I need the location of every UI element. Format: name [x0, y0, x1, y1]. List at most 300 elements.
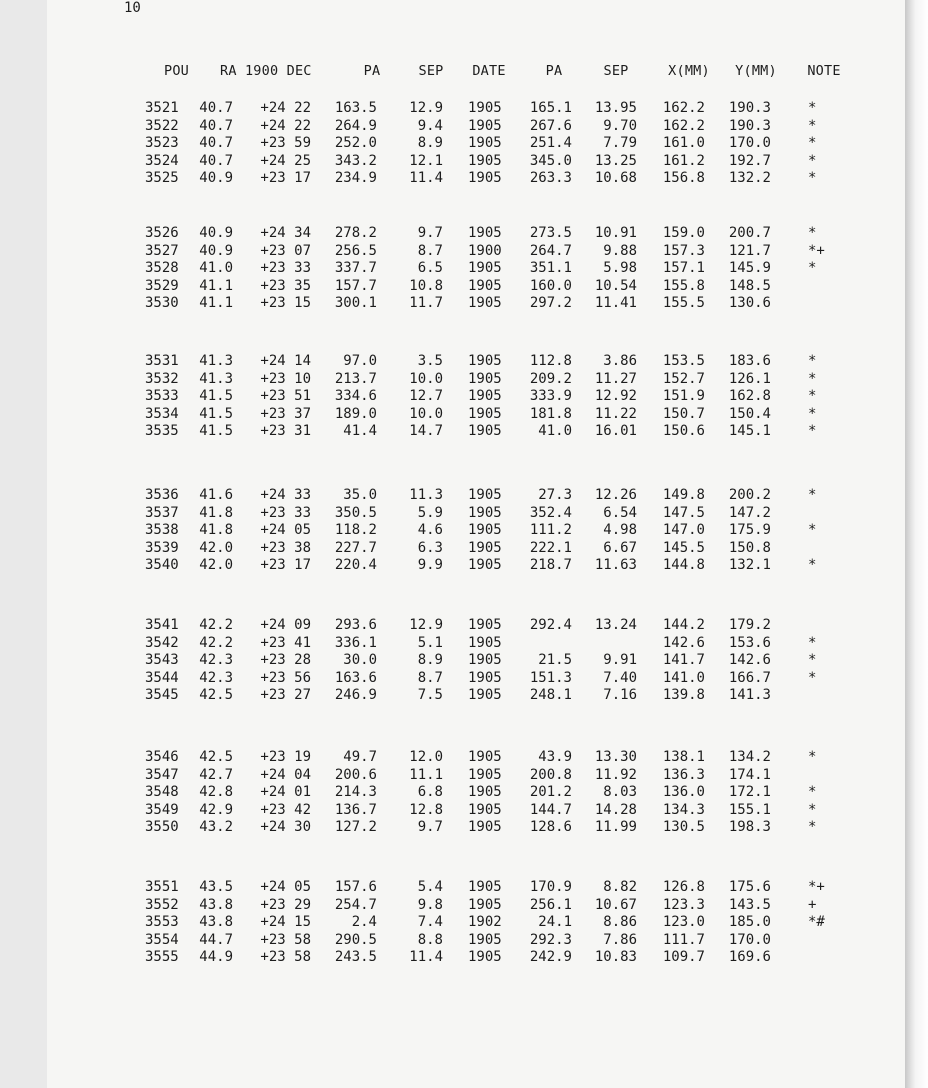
cell-y-mm: 166.7	[728, 669, 771, 686]
cell-x-mm: 161.0	[662, 135, 705, 152]
cell-note: +	[808, 896, 817, 913]
cell-x-mm: 153.5	[662, 353, 705, 369]
cell-sep-2: 3.86	[603, 353, 637, 369]
cell-pa-2: 128.6	[529, 819, 572, 836]
cell-pa-2: 43.9	[538, 749, 572, 765]
cell-dec: +24 05	[260, 522, 311, 539]
cell-dec: +23 58	[260, 931, 311, 948]
cell-x-mm: 162.2	[662, 100, 705, 116]
cell-pou: 3555	[145, 949, 179, 966]
cell-pou: 3537	[145, 504, 179, 521]
cell-date: 1905	[468, 135, 502, 152]
cell-pa-2: 352.4	[529, 504, 572, 521]
cell-dec: +24 04	[260, 766, 311, 783]
cell-x-mm: 144.8	[662, 557, 705, 574]
cell-sep-2: 12.92	[594, 388, 637, 405]
cell-sep-2: 8.82	[603, 879, 637, 895]
cell-y-mm: 170.0	[728, 931, 771, 948]
cell-dec: +24 05	[260, 879, 311, 895]
cell-dec: +24 34	[260, 225, 311, 241]
cell-x-mm: 147.5	[662, 504, 705, 521]
cell-pa: 136.7	[334, 801, 377, 818]
cell-y-mm: 148.5	[728, 277, 771, 294]
cell-sep-2: 9.88	[603, 242, 637, 259]
cell-pa: 300.1	[334, 295, 377, 312]
cell-ra: 41.1	[199, 277, 233, 294]
cell-sep: 12.9	[409, 100, 443, 116]
cell-pou: 3546	[145, 749, 179, 765]
cell-date: 1905	[468, 931, 502, 948]
cell-x-mm: 136.3	[662, 766, 705, 783]
cell-ra: 42.9	[199, 801, 233, 818]
cell-y-mm: 174.1	[728, 766, 771, 783]
cell-date: 1905	[468, 819, 502, 836]
cell-pou: 3525	[145, 170, 179, 187]
cell-date: 1905	[468, 522, 502, 539]
cell-pa-2: 248.1	[529, 687, 572, 704]
cell-y-mm: 175.6	[728, 879, 771, 895]
cell-sep: 10.0	[409, 405, 443, 422]
cell-pou: 3547	[145, 766, 179, 783]
cell-pou: 3543	[145, 652, 179, 669]
cell-sep-2: 11.22	[594, 405, 637, 422]
cell-note: *	[808, 388, 817, 405]
cell-y-mm: 155.1	[728, 801, 771, 818]
cell-date: 1905	[468, 949, 502, 966]
cell-date: 1905	[468, 539, 502, 556]
cell-y-mm: 170.0	[728, 135, 771, 152]
cell-sep-2: 5.98	[603, 260, 637, 277]
cell-pa: 337.7	[334, 260, 377, 277]
cell-pa-2: 24.1	[538, 914, 572, 931]
cell-x-mm: 109.7	[662, 949, 705, 966]
cell-note: *	[808, 135, 817, 152]
cell-note: *	[808, 423, 817, 440]
cell-sep: 10.0	[409, 370, 443, 387]
cell-ra: 41.8	[199, 504, 233, 521]
cell-ra: 40.7	[199, 135, 233, 152]
cell-dec: +23 56	[260, 669, 311, 686]
cell-note: *	[808, 152, 817, 169]
cell-note: *	[808, 749, 817, 765]
cell-pa-2: 345.0	[529, 152, 572, 169]
cell-pou: 3526	[145, 225, 179, 241]
cell-pa: 127.2	[334, 819, 377, 836]
cell-sep-2: 7.16	[603, 687, 637, 704]
cell-pou: 3551	[145, 879, 179, 895]
cell-y-mm: 142.6	[728, 652, 771, 669]
cell-pa: 214.3	[334, 784, 377, 801]
cell-note: *	[808, 634, 817, 651]
cell-pa: 2.4	[351, 914, 377, 931]
cell-pa-2: 209.2	[529, 370, 572, 387]
cell-pa: 49.7	[343, 749, 377, 765]
cell-note: *	[808, 225, 817, 241]
cell-date: 1905	[468, 896, 502, 913]
cell-date: 1905	[468, 652, 502, 669]
cell-pa-2: 256.1	[529, 896, 572, 913]
cell-sep: 7.5	[417, 687, 443, 704]
cell-pa-2: 251.4	[529, 135, 572, 152]
cell-y-mm: 200.2	[728, 487, 771, 503]
cell-dec: +23 38	[260, 539, 311, 556]
cell-note: *#	[808, 914, 825, 931]
cell-x-mm: 111.7	[662, 931, 705, 948]
cell-date: 1905	[468, 100, 502, 116]
cell-sep: 9.7	[417, 819, 443, 836]
cell-y-mm: 200.7	[728, 225, 771, 241]
cell-y-mm: 192.7	[728, 152, 771, 169]
cell-sep-2: 9.91	[603, 652, 637, 669]
cell-sep: 8.9	[417, 135, 443, 152]
cell-pa-2: 267.6	[529, 117, 572, 134]
cell-sep: 11.7	[409, 295, 443, 312]
cell-date: 1905	[468, 487, 502, 503]
cell-sep: 8.7	[417, 669, 443, 686]
cell-ra: 40.9	[199, 170, 233, 187]
cell-dec: +23 15	[260, 295, 311, 312]
cell-pa-2: 263.3	[529, 170, 572, 187]
cell-date: 1902	[468, 914, 502, 931]
cell-y-mm: 145.1	[728, 423, 771, 440]
cell-sep: 6.5	[417, 260, 443, 277]
cell-sep-2: 14.28	[594, 801, 637, 818]
cell-sep: 12.7	[409, 388, 443, 405]
cell-note: *	[808, 353, 817, 369]
cell-y-mm: 150.4	[728, 405, 771, 422]
cell-dec: +24 14	[260, 353, 311, 369]
cell-pa-2: 144.7	[529, 801, 572, 818]
cell-pou: 3528	[145, 260, 179, 277]
cell-pa-2: 242.9	[529, 949, 572, 966]
cell-pou: 3536	[145, 487, 179, 503]
cell-dec: +23 29	[260, 896, 311, 913]
cell-date: 1905	[468, 388, 502, 405]
cell-sep: 12.8	[409, 801, 443, 818]
cell-pa-2: 165.1	[529, 100, 572, 116]
cell-note: *	[808, 522, 817, 539]
cell-date: 1905	[468, 225, 502, 241]
cell-ra: 41.3	[199, 370, 233, 387]
cell-sep-2: 10.67	[594, 896, 637, 913]
cell-ra: 42.0	[199, 557, 233, 574]
cell-date: 1905	[468, 879, 502, 895]
cell-sep-2: 11.92	[594, 766, 637, 783]
cell-dec: +24 25	[260, 152, 311, 169]
cell-sep: 11.4	[409, 170, 443, 187]
cell-sep-2: 10.68	[594, 170, 637, 187]
cell-sep-2: 13.95	[594, 100, 637, 116]
cell-pa-2: 222.1	[529, 539, 572, 556]
cell-x-mm: 150.6	[662, 423, 705, 440]
cell-pa: 118.2	[334, 522, 377, 539]
cell-date: 1905	[468, 557, 502, 574]
cell-pa-2: 273.5	[529, 225, 572, 241]
cell-dec: +23 10	[260, 370, 311, 387]
cell-sep: 9.7	[417, 225, 443, 241]
cell-dec: +23 42	[260, 801, 311, 818]
cell-x-mm: 150.7	[662, 405, 705, 422]
cell-date: 1905	[468, 277, 502, 294]
cell-date: 1905	[468, 749, 502, 765]
cell-ra: 43.5	[199, 879, 233, 895]
cell-x-mm: 126.8	[662, 879, 705, 895]
cell-note: *	[808, 819, 817, 836]
cell-date: 1905	[468, 405, 502, 422]
cell-pou: 3521	[145, 100, 179, 116]
cell-pa: 343.2	[334, 152, 377, 169]
cell-note: *	[808, 557, 817, 574]
cell-sep: 5.9	[417, 504, 443, 521]
column-header-pou: POU	[164, 63, 189, 79]
cell-date: 1905	[468, 801, 502, 818]
cell-pa: 213.7	[334, 370, 377, 387]
cell-x-mm: 123.0	[662, 914, 705, 931]
cell-y-mm: 153.6	[728, 634, 771, 651]
cell-sep-2: 13.25	[594, 152, 637, 169]
cell-date: 1905	[468, 370, 502, 387]
cell-pou: 3527	[145, 242, 179, 259]
cell-ra: 41.5	[199, 388, 233, 405]
cell-dec: +23 41	[260, 634, 311, 651]
cell-note: *	[808, 801, 817, 818]
cell-pa: 336.1	[334, 634, 377, 651]
cell-ra: 43.8	[199, 914, 233, 931]
cell-ra: 41.5	[199, 405, 233, 422]
cell-dec: +23 37	[260, 405, 311, 422]
cell-date: 1905	[468, 669, 502, 686]
cell-sep: 7.4	[417, 914, 443, 931]
cell-note: *	[808, 100, 817, 116]
cell-ra: 42.3	[199, 652, 233, 669]
cell-sep: 5.1	[417, 634, 443, 651]
cell-sep-2: 8.86	[603, 914, 637, 931]
cell-x-mm: 152.7	[662, 370, 705, 387]
cell-ra: 41.0	[199, 260, 233, 277]
column-header-y-mm: Y(MM)	[735, 63, 777, 79]
cell-sep-2: 6.67	[603, 539, 637, 556]
cell-date: 1905	[468, 423, 502, 440]
column-header-sep-2: SEP	[603, 63, 629, 79]
cell-pa-2: 351.1	[529, 260, 572, 277]
cell-y-mm: 143.5	[728, 896, 771, 913]
cell-y-mm: 141.3	[728, 687, 771, 704]
cell-ra: 41.1	[199, 295, 233, 312]
column-header-note: NOTE	[807, 63, 841, 79]
cell-pa-2: 292.3	[529, 931, 572, 948]
cell-sep-2: 4.98	[603, 522, 637, 539]
cell-x-mm: 155.5	[662, 295, 705, 312]
cell-pou: 3535	[145, 423, 179, 440]
cell-pa: 220.4	[334, 557, 377, 574]
cell-pa: 252.0	[334, 135, 377, 152]
cell-pa: 246.9	[334, 687, 377, 704]
cell-dec: +23 07	[260, 242, 311, 259]
cell-x-mm: 155.8	[662, 277, 705, 294]
cell-sep-2: 10.91	[594, 225, 637, 241]
cell-note: *+	[808, 242, 825, 259]
cell-ra: 42.7	[199, 766, 233, 783]
cell-note: *	[808, 405, 817, 422]
cell-date: 1905	[468, 152, 502, 169]
cell-dec: +24 09	[260, 617, 311, 633]
cell-ra: 40.7	[199, 117, 233, 134]
cell-y-mm: 132.1	[728, 557, 771, 574]
cell-ra: 40.9	[199, 225, 233, 241]
cell-dec: +24 22	[260, 100, 311, 116]
cell-y-mm: 126.1	[728, 370, 771, 387]
cell-pa: 290.5	[334, 931, 377, 948]
cell-sep-2: 12.26	[594, 487, 637, 503]
cell-pou: 3522	[145, 117, 179, 134]
cell-note: *	[808, 260, 817, 277]
cell-pou: 3549	[145, 801, 179, 818]
cell-x-mm: 136.0	[662, 784, 705, 801]
cell-pou: 3544	[145, 669, 179, 686]
cell-x-mm: 161.2	[662, 152, 705, 169]
cell-y-mm: 132.2	[728, 170, 771, 187]
cell-dec: +23 27	[260, 687, 311, 704]
cell-pa-2: 111.2	[529, 522, 572, 539]
cell-pa: 278.2	[334, 225, 377, 241]
cell-pou: 3523	[145, 135, 179, 152]
cell-x-mm: 156.8	[662, 170, 705, 187]
cell-y-mm: 169.6	[728, 949, 771, 966]
cell-pa-2: 297.2	[529, 295, 572, 312]
cell-y-mm: 198.3	[728, 819, 771, 836]
cell-ra: 42.5	[199, 687, 233, 704]
cell-sep: 11.1	[409, 766, 443, 783]
cell-sep: 8.8	[417, 931, 443, 948]
cell-pou: 3540	[145, 557, 179, 574]
cell-date: 1905	[468, 295, 502, 312]
cell-y-mm: 179.2	[728, 617, 771, 633]
cell-pa-2: 112.8	[529, 353, 572, 369]
cell-x-mm: 130.5	[662, 819, 705, 836]
cell-sep-2: 13.30	[594, 749, 637, 765]
cell-pa-2: 170.9	[529, 879, 572, 895]
cell-pa-2: 181.8	[529, 405, 572, 422]
cell-sep: 8.9	[417, 652, 443, 669]
cell-y-mm: 185.0	[728, 914, 771, 931]
cell-pou: 3542	[145, 634, 179, 651]
cell-date: 1905	[468, 353, 502, 369]
cell-pa: 157.6	[334, 879, 377, 895]
cell-date: 1905	[468, 504, 502, 521]
cell-pa-2: 218.7	[529, 557, 572, 574]
cell-sep-2: 10.83	[594, 949, 637, 966]
cell-sep: 12.0	[409, 749, 443, 765]
cell-sep: 6.8	[417, 784, 443, 801]
cell-ra: 44.7	[199, 931, 233, 948]
cell-pa: 200.6	[334, 766, 377, 783]
cell-y-mm: 190.3	[728, 100, 771, 116]
cell-pa: 350.5	[334, 504, 377, 521]
cell-pa: 97.0	[343, 353, 377, 369]
column-header-date: DATE	[472, 63, 506, 79]
cell-x-mm: 141.7	[662, 652, 705, 669]
cell-pa-2: 27.3	[538, 487, 572, 503]
cell-y-mm: 121.7	[728, 242, 771, 259]
cell-x-mm: 123.3	[662, 896, 705, 913]
column-header-ra-1900-dec: RA 1900 DEC	[220, 63, 312, 79]
cell-pa-2: 264.7	[529, 242, 572, 259]
cell-x-mm: 144.2	[662, 617, 705, 633]
cell-x-mm: 149.8	[662, 487, 705, 503]
cell-x-mm: 139.8	[662, 687, 705, 704]
cell-pa-2: 292.4	[529, 617, 572, 633]
cell-y-mm: 183.6	[728, 353, 771, 369]
cell-date: 1905	[468, 170, 502, 187]
cell-sep-2: 8.03	[603, 784, 637, 801]
cell-ra: 42.2	[199, 617, 233, 633]
cell-pa: 163.6	[334, 669, 377, 686]
cell-sep: 8.7	[417, 242, 443, 259]
cell-pou: 3534	[145, 405, 179, 422]
cell-ra: 42.8	[199, 784, 233, 801]
cell-sep: 9.4	[417, 117, 443, 134]
cell-dec: +24 15	[260, 914, 311, 931]
cell-note: *	[808, 784, 817, 801]
cell-pou: 3532	[145, 370, 179, 387]
cell-note: *	[808, 170, 817, 187]
cell-pou: 3538	[145, 522, 179, 539]
cell-ra: 41.6	[199, 487, 233, 503]
cell-x-mm: 162.2	[662, 117, 705, 134]
column-header-pa: PA	[363, 63, 381, 79]
cell-sep-2: 13.24	[594, 617, 637, 633]
cell-pou: 3550	[145, 819, 179, 836]
page-number: 10	[124, 0, 141, 16]
cell-date: 1905	[468, 687, 502, 704]
cell-ra: 43.2	[199, 819, 233, 836]
cell-sep: 10.8	[409, 277, 443, 294]
cell-dec: +23 33	[260, 260, 311, 277]
cell-x-mm: 147.0	[662, 522, 705, 539]
cell-sep-2: 7.86	[603, 931, 637, 948]
cell-sep: 4.6	[417, 522, 443, 539]
cell-pa: 243.5	[334, 949, 377, 966]
cell-pou: 3545	[145, 687, 179, 704]
cell-y-mm: 190.3	[728, 117, 771, 134]
cell-sep-2: 16.01	[594, 423, 637, 440]
cell-x-mm: 157.1	[662, 260, 705, 277]
cell-pou: 3541	[145, 617, 179, 633]
cell-y-mm: 145.9	[728, 260, 771, 277]
cell-ra: 40.7	[199, 100, 233, 116]
cell-sep-2: 11.63	[594, 557, 637, 574]
cell-pa-2: 21.5	[538, 652, 572, 669]
cell-note: *+	[808, 879, 825, 895]
column-header-x-mm: X(MM)	[668, 63, 710, 79]
column-header-sep: SEP	[418, 63, 444, 79]
cell-ra: 43.8	[199, 896, 233, 913]
cell-sep-2: 11.27	[594, 370, 637, 387]
cell-pa-2: 333.9	[529, 388, 572, 405]
cell-ra: 41.3	[199, 353, 233, 369]
cell-pou: 3524	[145, 152, 179, 169]
cell-ra: 44.9	[199, 949, 233, 966]
cell-note: *	[808, 652, 817, 669]
cell-x-mm: 145.5	[662, 539, 705, 556]
cell-sep-2: 11.99	[594, 819, 637, 836]
cell-sep: 9.8	[417, 896, 443, 913]
cell-pou: 3533	[145, 388, 179, 405]
cell-sep: 3.5	[417, 353, 443, 369]
cell-dec: +23 51	[260, 388, 311, 405]
cell-pa: 157.7	[334, 277, 377, 294]
cell-dec: +23 19	[260, 749, 311, 765]
